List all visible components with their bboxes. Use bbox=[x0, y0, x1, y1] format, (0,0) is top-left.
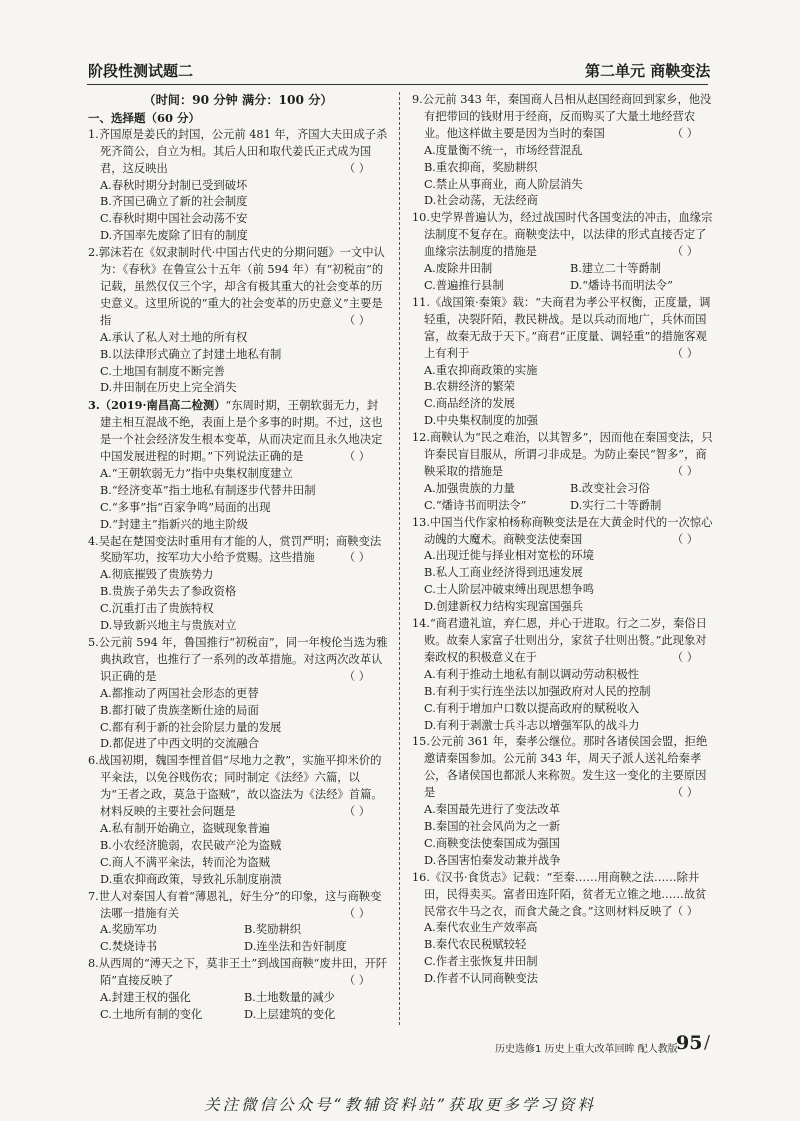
answer-option[interactable]: D.“封建主”指新兴的地主阶级 bbox=[100, 517, 249, 531]
answer-option[interactable]: D.中央集权制度的加强 bbox=[424, 414, 538, 428]
question-block bbox=[412, 210, 716, 295]
question-block bbox=[412, 515, 716, 616]
answer-option[interactable]: C.商品经济的发展 bbox=[424, 397, 515, 411]
answer-option[interactable]: D.都促进了中西文明的交流融合 bbox=[100, 737, 260, 751]
question-block bbox=[88, 127, 388, 245]
answer-option[interactable]: C.焚烧诗书 bbox=[100, 940, 158, 954]
answer-option-row bbox=[412, 498, 716, 515]
answer-blank[interactable]: （ ） bbox=[343, 161, 370, 175]
question-stem bbox=[88, 635, 388, 686]
answer-option[interactable]: B.有利于实行连坐法以加强政府对人民的控制 bbox=[424, 684, 651, 698]
question-stem bbox=[412, 295, 716, 363]
answer-blank[interactable]: （ ） bbox=[671, 650, 698, 664]
question-text: 2.郭沫若在《奴隶制时代·中国古代史的分期问题》一文中认为：《春秋》在鲁宣公十五年（前 594 年）有“初税亩”的记载，虽然仅仅三个字，却含有极其重大的社会变革的历史意义。这里所说的“重大的社会变革的历史意义”主要是指 bbox=[88, 246, 385, 327]
answer-blank[interactable]: （ ） bbox=[343, 805, 370, 819]
answer-option[interactable]: A.封建王权的强化 bbox=[100, 991, 191, 1005]
answer-option-row bbox=[88, 939, 388, 956]
question-stem bbox=[88, 753, 388, 821]
question-text: 16.《汉书·食货志》记载：“至秦……用商鞅之法……除井田，民得卖买。富者田连阡陌，贫者无立锥之地……故贫民常衣牛马之衣，而食犬彘之食。”这则材料反映了 bbox=[412, 870, 707, 918]
answer-option[interactable]: C.“燔诗书而明法令” bbox=[424, 498, 527, 512]
question-text: 10.史学界普遍认为，经过战国时代各国变法的冲击，血缘宗法制度不复存在。商鞅变法中，以法律的形式直接否定了血缘宗法制度的措施是 bbox=[412, 211, 713, 259]
page-slash: / bbox=[704, 1032, 711, 1053]
answer-option[interactable]: C.商人不满平籴法，转而沦为盗贼 bbox=[100, 855, 270, 869]
question-text: 11.《战国策·秦策》载：“夫商君为孝公平权衡，正度量，调轻重，决裂阡陌，教民耕战。是以兵动而地广，兵休而国富，故秦无敌于天下。”商君“正度量、调轻重”的措施客观上有利于 bbox=[412, 295, 711, 360]
answer-option[interactable]: B.农耕经济的繁荣 bbox=[424, 380, 515, 394]
question-text: 4.吴起在楚国变法时重用有才能的人，赏罚严明；商鞅变法奖励军功，按军功大小给予赏赐。这些措施 bbox=[88, 534, 382, 565]
answer-option[interactable]: B.贵族子弟失去了参政资格 bbox=[100, 585, 237, 599]
answer-blank[interactable]: （ ） bbox=[671, 532, 698, 546]
footer-book-info: 历史选修1 历史上重大改革回眸 配人教版 bbox=[495, 1044, 678, 1055]
right-column bbox=[412, 92, 716, 988]
question-block bbox=[88, 534, 388, 635]
question-block bbox=[88, 956, 388, 1024]
answer-option[interactable]: C.土地所有制的变化 bbox=[100, 1007, 203, 1021]
answer-option[interactable]: B.重农抑商，奖励耕织 bbox=[424, 160, 538, 174]
answer-option[interactable]: D.上层建筑的变化 bbox=[244, 1007, 336, 1021]
answer-option[interactable]: B.改变社会习俗 bbox=[570, 481, 650, 495]
answer-option[interactable]: D.齐国率先废除了旧有的制度 bbox=[100, 229, 248, 243]
answer-option[interactable]: B.私人工商业经济得到迅速发展 bbox=[424, 566, 583, 580]
question-stem bbox=[412, 515, 716, 549]
answer-option-row bbox=[88, 1007, 388, 1024]
question-block bbox=[88, 245, 388, 397]
unit-title: 第二单元 商鞅变法 bbox=[585, 62, 711, 80]
answer-blank[interactable]: （ ） bbox=[343, 551, 370, 565]
answer-blank[interactable]: （ ） bbox=[671, 464, 698, 478]
left-questions bbox=[88, 127, 388, 1024]
question-text: 13.中国当代作家柏杨称商鞅变法是在大黄金时代的一次惊心动魄的大魔术。商鞅变法使秦国 bbox=[412, 515, 713, 546]
answer-option[interactable]: B.建立二十等爵制 bbox=[570, 262, 661, 276]
answer-option[interactable]: D.作者不认同商鞅变法 bbox=[424, 972, 538, 986]
answer-option[interactable]: A.私有制开始确立，盗贼现象普遍 bbox=[100, 821, 270, 835]
question-stem bbox=[412, 92, 716, 143]
question-stem bbox=[88, 956, 388, 990]
question-text: 15.公元前 361 年，秦孝公继位。那时各诸侯国会盟，拒绝邀请秦国参加。公元前 343 年，周天子派人送礼给秦孝公，各诸侯国也都派人来称贺。发生这一变化的主要原因是 bbox=[412, 735, 708, 800]
question-text: 5.公元前 594 年，鲁国推行“初税亩”，同一年梭伦当选为雅典执政官，也推行了一系列的改革措施。对这两次改革认识正确的是 bbox=[88, 636, 388, 683]
question-block bbox=[88, 753, 388, 888]
column-divider bbox=[399, 92, 400, 1025]
answer-option[interactable]: A.奖励军功 bbox=[100, 923, 157, 937]
answer-option[interactable]: B.土地数量的减少 bbox=[244, 991, 335, 1005]
header-title: 阶段性测试题二 bbox=[88, 62, 194, 80]
answer-option[interactable]: A.重农抑商政策的实施 bbox=[424, 363, 538, 377]
answer-option[interactable]: D.导致新兴地主与贵族对立 bbox=[100, 619, 237, 633]
question-block bbox=[88, 397, 388, 533]
question-block bbox=[412, 870, 716, 988]
answer-option-row bbox=[412, 278, 716, 295]
question-stem bbox=[88, 245, 388, 330]
question-block bbox=[412, 734, 716, 869]
answer-option[interactable]: A.承认了私人对土地的所有权 bbox=[100, 330, 248, 344]
answer-option[interactable]: C.商鞅变法使秦国成为强国 bbox=[424, 836, 561, 850]
question-stem bbox=[88, 889, 388, 923]
question-stem bbox=[88, 534, 388, 568]
question-block bbox=[412, 92, 716, 210]
question-text: “东周时期，王朝软弱无力，封建主相互混战不绝，表面上是个多事的时期。不过，这也是一个社会经济发生根本变革，从而决定而且永久地决定中国发展进程的时期。”下列说法正确的是 bbox=[100, 399, 383, 464]
answer-option[interactable]: D.重农抑商政策，导致礼乐制度崩溃 bbox=[100, 872, 282, 886]
question-block bbox=[412, 295, 716, 430]
question-stem bbox=[412, 210, 716, 261]
answer-option[interactable]: C.士人阶层冲破束缚出现思想争鸣 bbox=[424, 583, 594, 597]
answer-option[interactable]: A.秦国最先进行了变法改革 bbox=[424, 803, 561, 817]
question-text: 8.从西周的“溥天之下，莫非王土”到战国商鞅“废井田，开阡陌”直接反映了 bbox=[88, 957, 388, 988]
answer-option[interactable]: B.“经济变革”指土地私有制逐步代替井田制 bbox=[100, 483, 316, 497]
answer-blank[interactable]: （ ） bbox=[671, 126, 698, 140]
answer-blank[interactable]: （ ） bbox=[671, 245, 698, 259]
answer-option[interactable]: C.禁止从事商业，商人阶层消失 bbox=[424, 177, 583, 191]
question-text: 12.商鞅认为“民之难治，以其智多”，因而他在秦国变法，只许秦民盲目服从，所谓刁非成是。为防止秦民“智多”，商鞅采取的措施是 bbox=[412, 431, 713, 478]
answer-blank[interactable]: （ ） bbox=[671, 346, 698, 360]
answer-option-row bbox=[88, 922, 388, 939]
answer-option[interactable]: A.加强贵族的力量 bbox=[424, 481, 515, 495]
question-stem bbox=[412, 734, 716, 802]
question-stem bbox=[88, 397, 388, 466]
answer-option[interactable]: C.作者主张恢复井田制 bbox=[424, 955, 538, 969]
question-stem bbox=[412, 430, 716, 481]
answer-option[interactable]: B.以法律形式确立了封建土地私有制 bbox=[100, 347, 282, 361]
answer-option[interactable]: A.出现迁徙与择业相对宽松的环境 bbox=[424, 549, 594, 563]
answer-option[interactable]: D.连坐法和告奸制度 bbox=[244, 940, 347, 954]
answer-option[interactable]: D.实行二十等爵制 bbox=[570, 498, 662, 512]
bottom-note: 关注微信公众号“教辅资料站”获取更多学习资料 bbox=[204, 1096, 596, 1114]
answer-blank[interactable]: （ ） bbox=[343, 450, 370, 464]
question-block bbox=[412, 430, 716, 515]
answer-option[interactable]: B.齐国已确立了新的社会制度 bbox=[100, 195, 248, 209]
answer-option[interactable]: A.都推动了两国社会形态的更替 bbox=[100, 686, 259, 700]
answer-option[interactable]: C.有利于增加户口数以提高政府的赋税收入 bbox=[424, 701, 640, 715]
answer-option[interactable]: C.春秋时期中国社会动荡不安 bbox=[100, 212, 248, 226]
answer-option[interactable]: B.秦代农民税赋较轻 bbox=[424, 938, 527, 952]
page-number: 95 bbox=[676, 1032, 703, 1054]
answer-option[interactable]: C.土地国有制度不断完善 bbox=[100, 364, 225, 378]
answer-option[interactable]: A.度量衡不统一，市场经营混乱 bbox=[424, 143, 583, 157]
answer-option[interactable]: A.秦代农业生产效率高 bbox=[424, 921, 538, 935]
answer-option-row bbox=[412, 261, 716, 278]
answer-option[interactable]: C.都有利于新的社会阶层力量的发展 bbox=[100, 720, 282, 734]
answer-blank[interactable]: （ ） bbox=[343, 906, 370, 920]
left-column bbox=[88, 92, 388, 1024]
question-text: 7.世人对秦国人有着“薄恩礼，好生分”的印象，这与商鞅变法哪一措施有关 bbox=[88, 889, 382, 920]
answer-option[interactable]: B.小农经济脆弱，农民破产沦为盗贼 bbox=[100, 838, 282, 852]
answer-option[interactable]: D.“燔诗书而明法令” bbox=[570, 278, 673, 292]
question-text: 9.公元前 343 年，秦国商人吕相从赵国经商回到家乡，他没有把带回的钱财用于经商，反而购买了大量土地经营农业。他这样做主要是因为当时的秦国 bbox=[412, 93, 712, 140]
question-stem bbox=[412, 870, 716, 921]
answer-blank[interactable]: （ ） bbox=[343, 669, 370, 683]
answer-blank[interactable]: （ ） bbox=[671, 786, 698, 800]
question-block bbox=[412, 616, 716, 734]
answer-option[interactable]: C.沉重打击了贵族特权 bbox=[100, 602, 214, 616]
answer-blank[interactable]: （ ） bbox=[343, 313, 370, 327]
answer-option[interactable]: D.社会动荡，无法经商 bbox=[424, 194, 538, 208]
answer-option[interactable]: D.有利于剥激士兵斗志以增强军队的战斗力 bbox=[424, 718, 640, 732]
question-text: 1.齐国原是姜氏的封国，公元前 481 年，齐国大夫田成子杀死齐简公，自立为相。其后人田和取代姜氏正式成为国君，这反映出 bbox=[88, 127, 388, 175]
answer-option[interactable]: A.彻底摧毁了贵族势力 bbox=[100, 568, 214, 582]
question-stem bbox=[412, 616, 716, 667]
answer-blank[interactable]: （ ） bbox=[343, 974, 370, 988]
question-source: 3.（2019·南昌高二检测） bbox=[88, 398, 226, 413]
header-rule bbox=[87, 84, 708, 85]
section-title: 一、选择题（60 分） bbox=[88, 110, 201, 125]
question-block bbox=[88, 889, 388, 957]
question-text: 14.“商君遗礼谊，弃仁恩，并心于进取。行之二岁，秦俗日败。故秦人家富子壮则出分，家贫子壮则出赘。”此现象对秦政权的积极意义在于 bbox=[412, 617, 707, 664]
answer-option[interactable]: D.各国害怕秦发动兼并战争 bbox=[424, 853, 561, 867]
answer-option[interactable]: D.创建新权力结构实现富国强兵 bbox=[424, 600, 584, 614]
answer-option-row bbox=[88, 990, 388, 1007]
answer-option[interactable]: B.奖励耕织 bbox=[244, 923, 302, 937]
answer-option[interactable]: B.都打破了贵族垄断仕途的局面 bbox=[100, 703, 259, 717]
answer-option[interactable]: D.井田制在历史上完全消失 bbox=[100, 381, 237, 395]
answer-option-row bbox=[412, 481, 716, 498]
exam-meta: （时间：90 分钟 满分：100 分） bbox=[143, 93, 333, 107]
answer-option[interactable]: A.有利于推动土地私有制以调动劳动积极性 bbox=[424, 667, 640, 681]
answer-option[interactable]: A.春秋时期分封制已受到破坏 bbox=[100, 178, 248, 192]
answer-option[interactable]: A.废除井田制 bbox=[424, 262, 493, 276]
question-stem bbox=[88, 127, 388, 178]
answer-option[interactable]: C.普遍推行县制 bbox=[424, 278, 504, 292]
right-questions bbox=[412, 92, 716, 988]
answer-option[interactable]: C.“多事”指“百家争鸣”局面的出现 bbox=[100, 500, 271, 514]
answer-option[interactable]: B.秦国的社会风尚为之一新 bbox=[424, 819, 561, 833]
answer-option[interactable]: A.“王朝软弱无力”指中央集权制度建立 bbox=[100, 466, 293, 480]
answer-blank[interactable]: （ ） bbox=[671, 904, 698, 918]
question-block bbox=[88, 635, 388, 753]
question-text: 6.战国初期，魏国李悝首倡“尽地力之教”，实施平抑米价的平籴法，以免谷贱伤农；同时制定《法经》六篇，以为“王者之政，莫急于盗贼”，故以盗法为《法经》首篇。材料反映的主要社会问题是 bbox=[88, 754, 383, 819]
